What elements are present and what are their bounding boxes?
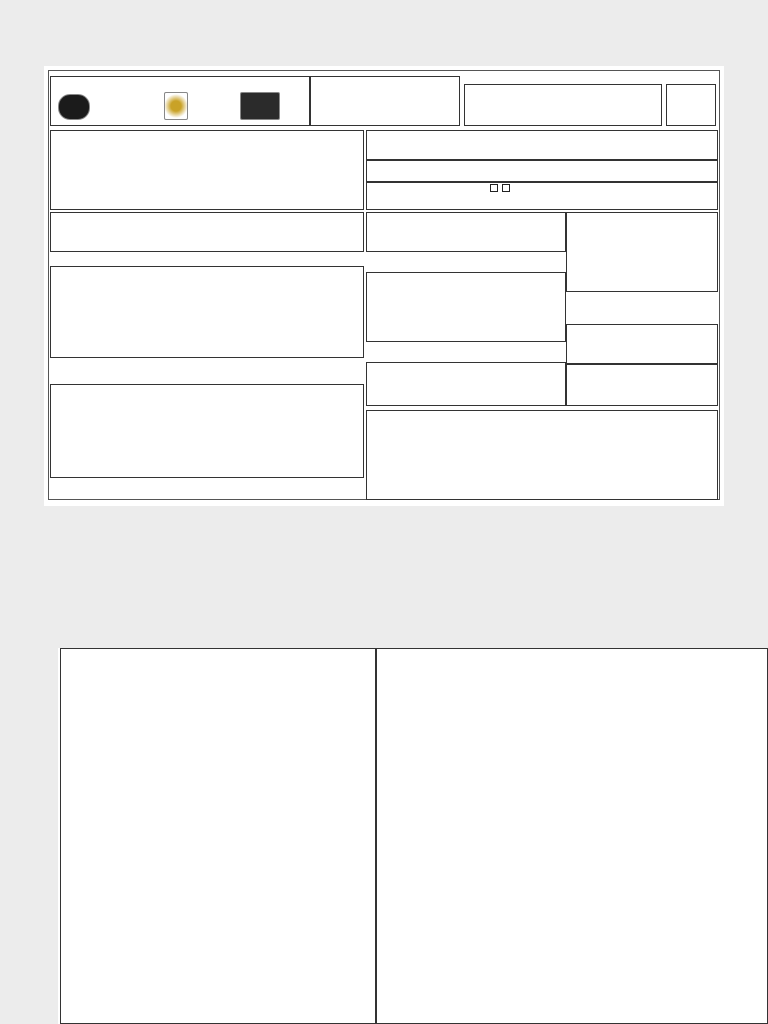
- colores-row: [366, 160, 718, 182]
- coat-of-arms-logo: [164, 92, 188, 120]
- tramite-box: [50, 130, 364, 210]
- servicio-box: [566, 324, 718, 364]
- clase-box: [50, 212, 364, 252]
- placa-box: [666, 84, 716, 126]
- marca-row: [366, 130, 718, 160]
- organismo-box: [464, 84, 662, 126]
- observaciones-box: [366, 410, 718, 500]
- form-title-box: [310, 76, 460, 126]
- form-front-page: [44, 66, 724, 506]
- comprador-box: [50, 384, 364, 478]
- blindaje-no-checkbox[interactable]: [502, 184, 510, 192]
- form-back-page: [58, 648, 768, 1024]
- carroceria-box: [366, 212, 566, 252]
- blindaje-si-checkbox[interactable]: [490, 184, 498, 192]
- identificacion-box: [566, 212, 718, 292]
- runt-logo: [240, 92, 280, 120]
- importacion-box: [366, 272, 566, 342]
- alerta-box: [366, 362, 566, 406]
- carroceria-table-box: [376, 648, 768, 1024]
- ministry-logo: [58, 94, 90, 120]
- propietario-box: [50, 266, 364, 358]
- instrucciones-box: [60, 648, 376, 1024]
- empresa-box: [566, 364, 718, 406]
- blindaje-si-no[interactable]: [488, 184, 512, 192]
- capacidad-row: [366, 182, 718, 210]
